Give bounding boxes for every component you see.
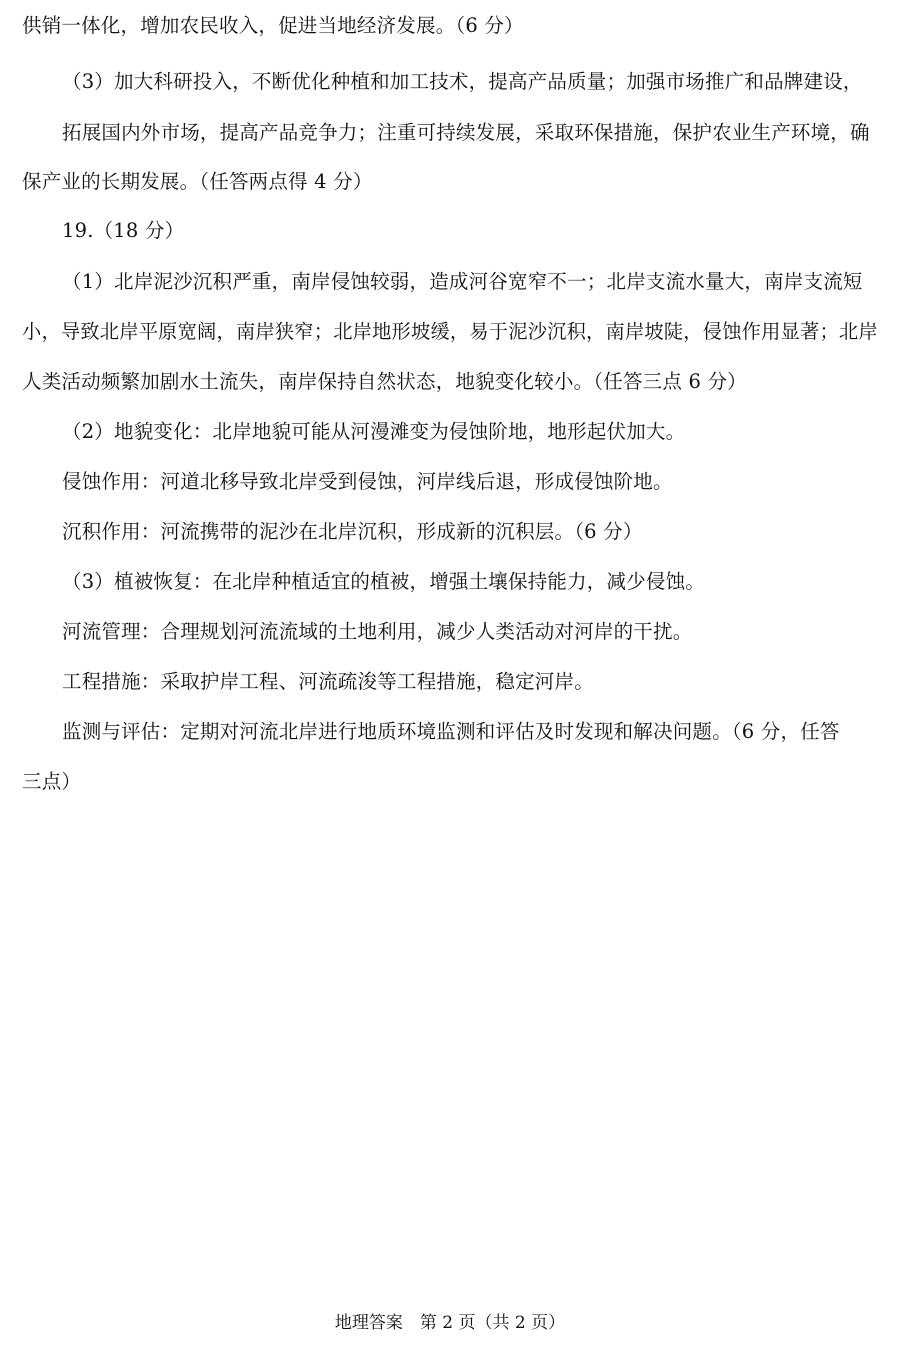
text-line: （3）加大科研投入，不断优化种植和加工技术，提高产品质量；加强市场推广和品牌建设，: [62, 70, 863, 93]
text-line: 河流管理：合理规划河流流域的土地利用，减少人类活动对河岸的干扰。: [62, 620, 693, 643]
text-line: （1）北岸泥沙沉积严重，南岸侵蚀较弱，造成河谷宽窄不一；北岸支流水量大，南岸支流短: [62, 270, 863, 293]
text-line: 供销一体化，增加农民收入，促进当地经济发展。（6 分）: [22, 14, 524, 37]
text-line: 小，导致北岸平原宽阔，南岸狭窄；北岸地形坡缓，易于泥沙沉积，南岸坡陡，侵蚀作用显著；北岸: [22, 320, 878, 343]
text-line: 沉积作用：河流携带的泥沙在北岸沉积，形成新的沉积层。（6 分）: [62, 520, 643, 543]
text-line: 工程措施：采取护岸工程、河流疏浚等工程措施，稳定河岸。: [62, 670, 594, 693]
text-line: 侵蚀作用：河道北移导致北岸受到侵蚀，河岸线后退，形成侵蚀阶地。: [62, 470, 673, 493]
text-line: （2）地貌变化：北岸地貌可能从河漫滩变为侵蚀阶地，地形起伏加大。: [62, 420, 686, 443]
text-line: 三点）: [22, 770, 82, 793]
text-line: 人类活动频繁加剧水土流失，南岸保持自然状态，地貌变化较小。（任答三点 6 分）: [22, 370, 747, 393]
text-line: 保产业的长期发展。（任答两点得 4 分）: [22, 170, 373, 193]
text-line: 拓展国内外市场，提高产品竞争力；注重可持续发展，采取环保措施，保护农业生产环境，确: [62, 121, 870, 144]
text-line: 监测与评估：定期对河流北岸进行地质环境监测和评估及时发现和解决问题。（6 分，任答: [62, 720, 840, 743]
question-number: 19.（18 分）: [62, 219, 185, 242]
page-footer: 地理答案 第 2 页（共 2 页）: [334, 1313, 566, 1333]
text-line: （3）植被恢复：在北岸种植适宜的植被，增强土壤保持能力，减少侵蚀。: [62, 570, 706, 593]
